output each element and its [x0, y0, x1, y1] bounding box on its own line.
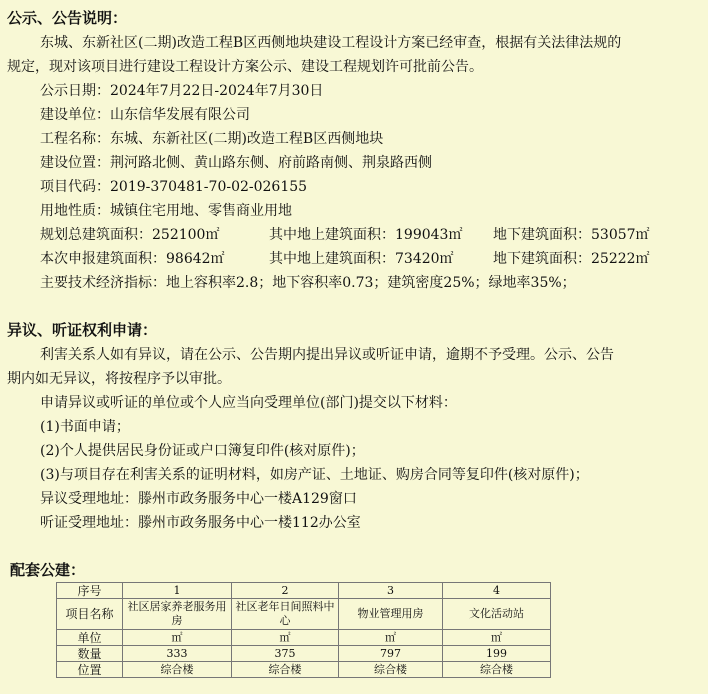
table-row [57, 662, 551, 678]
table-row [57, 583, 551, 599]
objection-heading: 异议、听证权利申请： [7, 321, 158, 339]
material-item-2: (2)个人提供居民身份证或户口簿复印件(核对原件)； [40, 443, 365, 459]
cell-position: 综合楼 [123, 662, 232, 678]
facilities-table [56, 582, 551, 678]
row-label-position: 位置 [57, 662, 123, 678]
land-use: 用地性质：城镇住宅用地、零售商业用地 [40, 203, 292, 219]
cell-name: 物业管理用房 [339, 599, 443, 630]
facilities-heading: 配套公建： [10, 561, 86, 579]
row-label-seq: 序号 [57, 583, 123, 599]
project-location: 建设位置：荆河路北侧、黄山路东侧、府前路南侧、荆泉路西侧 [40, 155, 432, 171]
notice-heading: 公示、公告说明： [7, 9, 128, 27]
objection-paragraph-line1: 利害关系人如有异议，请在公示、公告期内提出异议或听证申请，逾期不予受理。公示、公告 [40, 347, 614, 363]
cell-name: 社区居家养老服务用房 [123, 599, 232, 630]
technical-indicators: 主要技术经济指标：地上容积率2.8；地下容积率0.73；建筑密度25%；绿地率35%； [40, 275, 576, 291]
table-row [57, 599, 551, 630]
cell-qty: 375 [232, 646, 339, 662]
builder: 建设单位：山东信华发展有限公司 [40, 107, 250, 123]
cell-seq: 1 [123, 583, 232, 599]
cell-position: 综合楼 [339, 662, 443, 678]
materials-intro: 申请异议或听证的单位或个人应当向受理单位(部门)提交以下材料： [40, 395, 457, 411]
this-area: 本次申报建筑面积：98642㎡ [40, 251, 225, 267]
cell-qty: 199 [443, 646, 551, 662]
project-name: 工程名称：东城、东新社区(二期)改造工程B区西侧地块 [40, 131, 384, 147]
total-below-area: 地下建筑面积：53057㎡ [493, 227, 650, 243]
material-item-3: (3)与项目存在利害关系的证明材料，如房产证、土地证、购房合同等复印件(核对原件)； [40, 467, 589, 483]
objection-address: 异议受理地址：滕州市政务服务中心一楼A129窗口 [40, 491, 357, 507]
this-below-area: 地下建筑面积：25222㎡ [493, 251, 650, 267]
material-item-1: (1)书面申请； [40, 419, 130, 435]
row-label-qty: 数量 [57, 646, 123, 662]
notice-paragraph-line2: 规定，现对该项目进行建设工程设计方案公示、建设工程规划许可批前公告。 [7, 59, 483, 75]
cell-unit: ㎡ [339, 630, 443, 646]
row-label-unit: 单位 [57, 630, 123, 646]
cell-unit: ㎡ [232, 630, 339, 646]
notice-date: 公示日期：2024年7月22日-2024年7月30日 [40, 83, 324, 99]
cell-seq: 2 [232, 583, 339, 599]
project-code: 项目代码：2019-370481-70-02-026155 [40, 179, 308, 195]
cell-name: 文化活动站 [443, 599, 551, 630]
cell-unit: ㎡ [123, 630, 232, 646]
row-label-name: 项目名称 [57, 599, 123, 630]
notice-paragraph-line1: 东城、东新社区(二期)改造工程B区西侧地块建设工程设计方案已经审查，根据有关法律法规的 [40, 35, 622, 51]
this-above-area: 其中地上建筑面积：73420㎡ [269, 251, 454, 267]
hearing-address: 听证受理地址：滕州市政务服务中心一楼112办公室 [40, 515, 361, 531]
cell-unit: ㎡ [443, 630, 551, 646]
cell-qty: 333 [123, 646, 232, 662]
cell-position: 综合楼 [443, 662, 551, 678]
table-row [57, 646, 551, 662]
cell-qty: 797 [339, 646, 443, 662]
cell-seq: 4 [443, 583, 551, 599]
cell-seq: 3 [339, 583, 443, 599]
total-above-area: 其中地上建筑面积：199043㎡ [269, 227, 463, 243]
cell-name: 社区老年日间照料中心 [232, 599, 339, 630]
table-row [57, 630, 551, 646]
cell-position: 综合楼 [232, 662, 339, 678]
objection-paragraph-line2: 期内如无异议，将按程序予以审批。 [7, 371, 231, 387]
total-area: 规划总建筑面积：252100㎡ [40, 227, 220, 243]
